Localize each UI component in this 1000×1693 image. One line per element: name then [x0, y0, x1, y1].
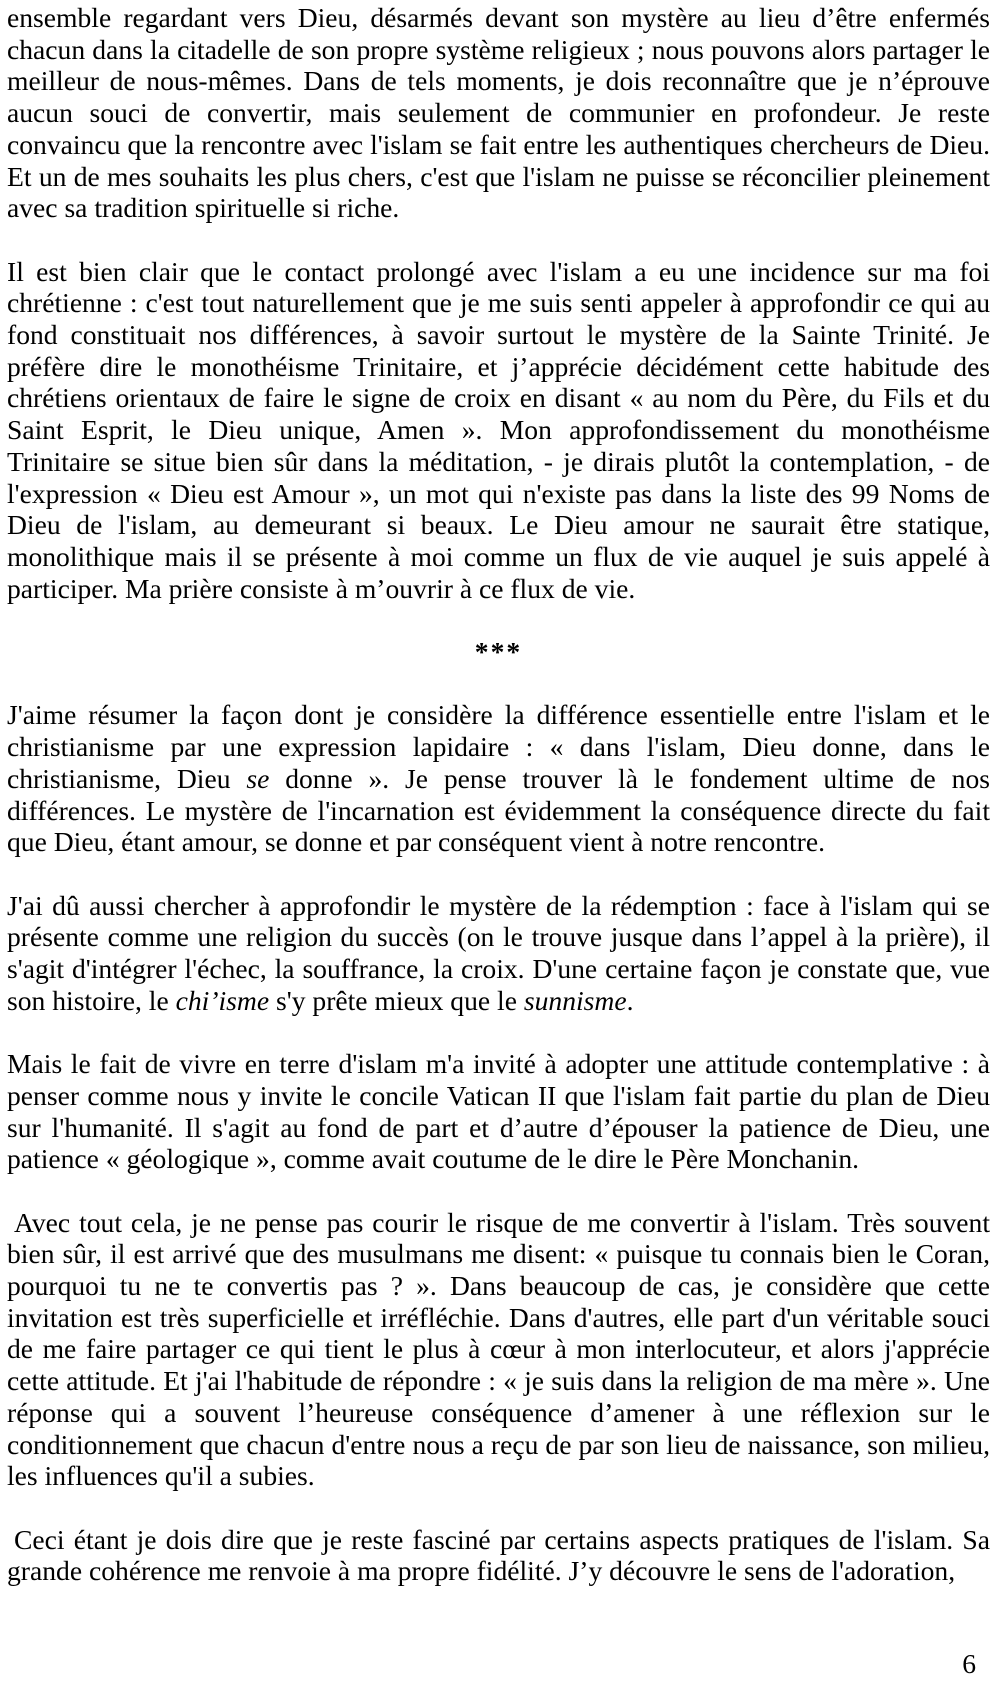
paragraph-3: [7, 699, 990, 858]
paragraph-5: [7, 1048, 990, 1175]
text-run: Mais le fait de vivre en terre d'islam m'a invité à adopter une attitude contemplative : à penser comme nous y invite le concile Vatican II que l'islam fait partie du plan de Dieu sur l'humanité. Il s'agit au fond de part et d’autre d’épouser la patience de Dieu, une patience « géologique », comme avait coutume de le dire le Père Monchanin.: [7, 1048, 990, 1175]
text-run: donne ». Je pense trouver là le fondement ultime de nos différences. Le mystère de l'incarnation est évidemment la conséquence directe du fait que Dieu, étant amour, se donne et par conséquent vient à notre rencontre.: [7, 762, 990, 858]
section-separator: [7, 636, 990, 668]
text-run: .: [626, 984, 634, 1016]
paragraph-1: [7, 2, 990, 224]
text-block: [7, 2, 990, 1587]
paragraph-2: [7, 256, 990, 605]
text-run: Ceci étant je dois dire que je reste fasciné par certains aspects pratiques de l'islam. Sa grande cohérence me renvoie à ma propre fidélité. J’y découvre le sens de l'adoration,: [7, 1523, 990, 1587]
text-run: J'ai dû aussi chercher à approfondir le mystère de la rédemption : face à l'islam qui se présente comme une religion du succès (on le trouve jusque dans l’appel à la prière), il s'agit d'intégrer l'échec, la souffrance, la croix. D'une certaine façon je constate que, vue son histoire, le: [7, 889, 990, 1016]
italic-text-run: sunnisme: [523, 984, 627, 1016]
page-number: 6: [962, 1648, 976, 1679]
paragraph-6: [7, 1207, 990, 1492]
paragraph-4: [7, 890, 990, 1017]
text-run: s'y prête mieux que le: [269, 984, 524, 1016]
text-run: Il est bien clair que le contact prolongé avec l'islam a eu une incidence sur ma foi chrétienne : c'est tout naturellement que je me suis senti appeler à approfondir ce qui au fond constituait nos différences, à savoir surtout le mystère de la Sainte Trinité. Je préfère dire le monothéisme Trinitaire, et j’apprécie décidément cette habitude des chrétiens orientaux de faire le signe de croix en disant « au nom du Père, du Fils et du Saint Esprit, le Dieu unique, Amen ». Mon approfondissement du monothéisme Trinitaire se situe bien sûr dans la méditation, - je dirais plutôt la contemplation, - de l'expression « Dieu est Amour », un mot qui n'existe pas dans la liste des 99 Noms de Dieu de l'islam, au demeurant si beaux. Le Dieu amour ne saurait être statique, monolithique mais il se présente à moi comme un flux de vie auquel je suis appelé à participer. Ma prière consiste à m’ouvrir à ce flux de vie.: [7, 255, 990, 604]
text-run: Avec tout cela, je ne pense pas courir le risque de me convertir à l'islam. Très souvent bien sûr, il est arrivé que des musulmans me disent: « puisque tu connais bien le Coran, pourquoi tu ne te convertis pas ? ». Dans beaucoup de cas, je considère que cette invitation est très superficielle et irréfléchie. Dans d'autres, elle part d'un véritable souci de me faire partager ce qui tient le plus à cœur à mon interlocuteur, et alors j'apprécie cette attitude. Et j'ai l'habitude de répondre : « je suis dans la religion de ma mère ». Une réponse qui a souvent l’heureuse conséquence d’amener à une réflexion sur le conditionnement que chacun d'entre nous a reçu de par son lieu de naissance, son milieu, les influences qu'il a subies.: [7, 1206, 990, 1492]
italic-text-run: chi’isme: [175, 984, 270, 1016]
text-run: ensemble regardant vers Dieu, désarmés devant son mystère au lieu d’être enfermés chacun dans la citadelle de son propre système religieux ; nous pouvons alors partager le meilleur de nous-mêmes. Dans de tels moments, je dois reconnaître que je n’éprouve aucun souci de convertir, mais seulement de communier en profondeur. Je reste convaincu que la rencontre avec l'islam se fait entre les authentiques chercheurs de Dieu. Et un de mes souhaits les plus chers, c'est que l'islam ne puisse se réconcilier pleinement avec sa tradition spirituelle si riche.: [7, 2, 990, 224]
text-run: ***: [474, 636, 523, 668]
paragraph-7: [7, 1524, 990, 1587]
italic-text-run: se: [246, 762, 270, 794]
text-run: J'aime résumer la façon dont je considère la différence essentielle entre l'islam et le christianisme par une expression lapidaire : « dans l'islam, Dieu donne, dans le christianisme, Dieu: [7, 699, 990, 794]
